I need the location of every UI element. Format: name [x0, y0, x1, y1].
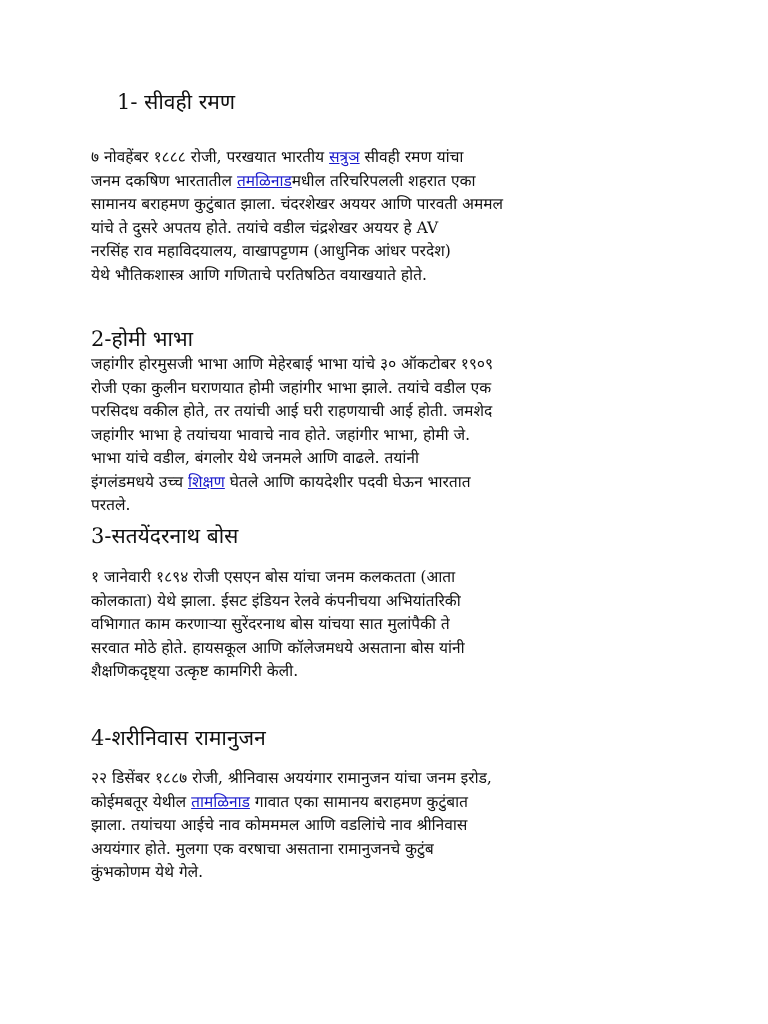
- text-segment: गावात एका सामानय बराहमण कुटुंबात: [249, 792, 468, 811]
- hyperlink[interactable]: सत्रुञ: [329, 148, 360, 166]
- section-2-heading: 2-होमी भाभा: [91, 327, 194, 351]
- text-line: [91, 814, 681, 838]
- section-3-paragraph: [91, 566, 681, 684]
- text-segment: परसिदध वकील होते, तर तयांची आई घरी राहणयाची आई होती. जमशेद: [91, 402, 493, 420]
- text-line: [91, 400, 681, 424]
- text-segment: सीवही रमण यांचा: [359, 148, 464, 166]
- text-line: [91, 217, 681, 241]
- section-3-heading: 3-सतयेंदरनाथ बोस: [91, 524, 239, 548]
- text-line: [91, 424, 681, 448]
- text-segment: यांचे ते दुसरे अपतय होते. तयांचे वडील चंद्रशेखर अययर हे AV: [91, 218, 439, 237]
- text-segment: कोलकाता) येथे झाला. ईसट इंडियन रेलवे कंपनीचया अभियांतरिकी: [91, 591, 461, 610]
- text-segment: ७ नोवहेंबर १८८८ रोजी, परखयात भारतीय: [91, 148, 330, 166]
- text-line: [91, 494, 681, 518]
- text-line: [91, 170, 681, 194]
- text-segment: नरसिंह राव महाविदयालय, वाखापट्टणम (आधुनिक आंधर परदेश): [91, 242, 451, 260]
- text-line: [91, 637, 681, 661]
- text-segment: झाला. तयांचया आईचे नाव कोमममल आणि वडलिांचे नाव श्रीनिवास: [91, 816, 468, 834]
- section-1-heading: 1- सीवही रमण: [117, 90, 236, 114]
- text-line: [91, 240, 681, 264]
- text-segment: सामानय बराहमण कुटुंबात झाला. चंदरशेखर अययर आणि पारवती अममल: [91, 195, 504, 213]
- text-line: [91, 590, 681, 614]
- section-1-paragraph: [91, 146, 681, 287]
- text-segment: घेतले आणि कायदेशीर पदवी घेऊन भारतात: [224, 472, 471, 491]
- text-segment: कुंभकोणम येथे गेले.: [91, 863, 204, 881]
- text-line: [91, 146, 681, 170]
- section-4-heading: 4-शरीनिवास रामानुजन: [91, 726, 266, 750]
- section-2-paragraph: [91, 353, 681, 518]
- text-line: [91, 566, 681, 590]
- text-segment: सरवात मोठे होते. हायसकूल आणि कॉलेजमधये असताना बोस यांनी: [91, 638, 465, 657]
- text-line: [91, 613, 681, 637]
- text-segment: परतले.: [91, 496, 131, 514]
- hyperlink[interactable]: तमळिनाड: [236, 171, 292, 190]
- text-segment: जहांगीर भाभा हे तयांचया भावाचे नाव होते. जहांगीर भाभा, होमी जे.: [91, 425, 470, 444]
- text-segment: भाभा यांचे वडील, बंगलोर येथे जनमले आणि वाढले. तयांनी: [91, 449, 419, 467]
- text-line: [91, 861, 681, 885]
- text-line: [91, 471, 681, 495]
- text-segment: मधील तरिचरिपलली शहरात एका: [291, 171, 476, 190]
- hyperlink[interactable]: शिक्षण: [187, 472, 225, 491]
- text-segment: शैक्षणिकदृष्ट्या उत्कृष्ट कामगिरी केली.: [91, 662, 299, 680]
- text-segment: रोजी एका कुलीन घराणयात होमी जहांगीर भाभा झाले. तयांचे वडील एक: [91, 378, 492, 397]
- text-line: [91, 838, 681, 862]
- text-segment: अययंगार होते. मुलगा एक वरषाचा असताना रामानुजनचे कुटुंब: [91, 839, 434, 858]
- text-segment: १ जानेवारी १८९४ रोजी एसएन बोस यांचा जनम कलकतता (आता: [91, 568, 456, 586]
- text-segment: जहांगीर होरमुसजी भाभा आणि मेहेरबाई भाभा यांचे ३० ऑकटोबर १९०९: [91, 355, 494, 373]
- text-line: [91, 660, 681, 684]
- text-segment: जनम दकषिण भारतातील: [91, 171, 237, 190]
- text-line: [91, 264, 681, 288]
- text-segment: इंगलंडमधये उच्च: [91, 472, 188, 491]
- text-segment: येथे भौतिकशास्त्र आणि गणिताचे परतिषठित वयाखयाते होते.: [91, 265, 427, 284]
- text-segment: वभिागात काम करणाऱ्या सुरेंदरनाथ बोस यांचया सात मुलांपैकी ते: [91, 615, 450, 633]
- text-line: [91, 791, 681, 815]
- text-line: [91, 377, 681, 401]
- text-line: [91, 767, 681, 791]
- text-segment: २२ डिसेंबर १८८७ रोजी, श्रीनिवास अययंगार रामानुजन यांचा जनम इरोड,: [91, 769, 492, 787]
- text-line: [91, 193, 681, 217]
- text-line: [91, 447, 681, 471]
- hyperlink[interactable]: तामळिनाड: [191, 792, 250, 811]
- text-segment: कोईमबतूर येथील: [91, 792, 192, 811]
- section-4-paragraph: [91, 767, 681, 885]
- text-line: [91, 353, 681, 377]
